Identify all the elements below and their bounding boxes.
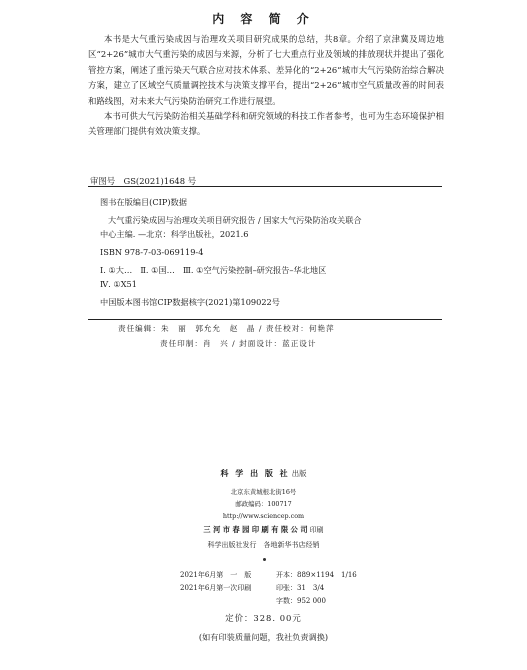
publisher-line — [0, 468, 527, 479]
publisher-suffix: 出版 — [291, 469, 307, 478]
cip-record-number: 中国版本图书馆CIP数据核字(2021)第109022号 — [100, 297, 280, 307]
publisher-postcode: 邮政编码：100717 — [235, 500, 292, 508]
map-approval-number: 审图号 GS(2021)1648 号 — [90, 176, 197, 186]
quality-notice: (如有印装质量问题，我社负责调换) — [198, 632, 329, 642]
edition-info: 2021年6月第 一 版 — [180, 571, 252, 579]
cip-classification-2: Ⅳ. ①X51 — [100, 279, 137, 289]
cip-block — [88, 186, 442, 320]
staff-print: 责任印制：肖 兴 / 封面设计：蓝正设计 — [160, 339, 317, 348]
cip-heading: 图书在版编目(CIP)数据 — [100, 197, 187, 207]
printing-info: 2021年6月第一次印刷 — [180, 584, 252, 592]
format-info: 开本：889×1194 1/16 — [276, 571, 357, 579]
printer-name: 三 河 市 春 园 印 刷 有 限 公 司 — [203, 525, 308, 534]
separator-dot — [263, 558, 266, 561]
cip-isbn: ISBN 978-7-03-069119-4 — [100, 247, 204, 257]
printer-line — [0, 525, 527, 535]
word-count: 字数：952 000 — [276, 597, 326, 605]
cip-classification-1: Ⅰ. ①大… Ⅱ. ①国… Ⅲ. ①空气污染控制–研究报告–华北地区 — [100, 265, 327, 275]
cip-publisher-line: 中心主编. —北京：科学出版社，2021.6 — [100, 229, 249, 239]
price: 定价：328. 00元 — [225, 613, 302, 623]
distribution-line: 科学出版社发行 各地新华书店经销 — [207, 541, 320, 549]
publisher-url: http://www.sciencep.com — [222, 512, 305, 520]
summary-block — [88, 32, 444, 140]
summary-paragraph-1: 本书是大气重污染成因与治理攻关项目研究成果的总结，共8章。介绍了京津冀及周边地区“2+26”城市大气重污染的成因与来源，分析了七大重点行业及领域的排放现状并提出了强化管控方案，阐述了重污染天气联合应对技术体系、差异化的“2+26”城市大气污染防治综合解决方案，建立了区域空气质量调控技术与决策支撑平台，提出“2+26”城市空气质量改善的时间表和路线图，对未来大气污染防治研究工作进行展望。 — [88, 34, 444, 106]
staff-editors: 责任编辑：朱 丽 郭允允 赵 晶 / 责任校对：何艳萍 — [118, 324, 335, 333]
summary-paragraph-2: 本书可供大气污染防治相关基础学科和研究领域的科技工作者参考，也可为生态环境保护相关管理部门提供有效决策支撑。 — [88, 111, 444, 137]
publisher-address: 北京东黄城根北街16号 — [230, 488, 297, 496]
page-title: 内 容 简 介 — [212, 12, 315, 26]
sheets-info: 印张：31 3/4 — [276, 584, 325, 592]
printer-suffix: 印刷 — [309, 526, 324, 534]
cip-title-line: 大气重污染成因与治理攻关项目研究报告 / 国家大气污染防治攻关联合 — [108, 215, 362, 225]
publisher-name: 科 学 出 版 社 — [220, 468, 290, 478]
